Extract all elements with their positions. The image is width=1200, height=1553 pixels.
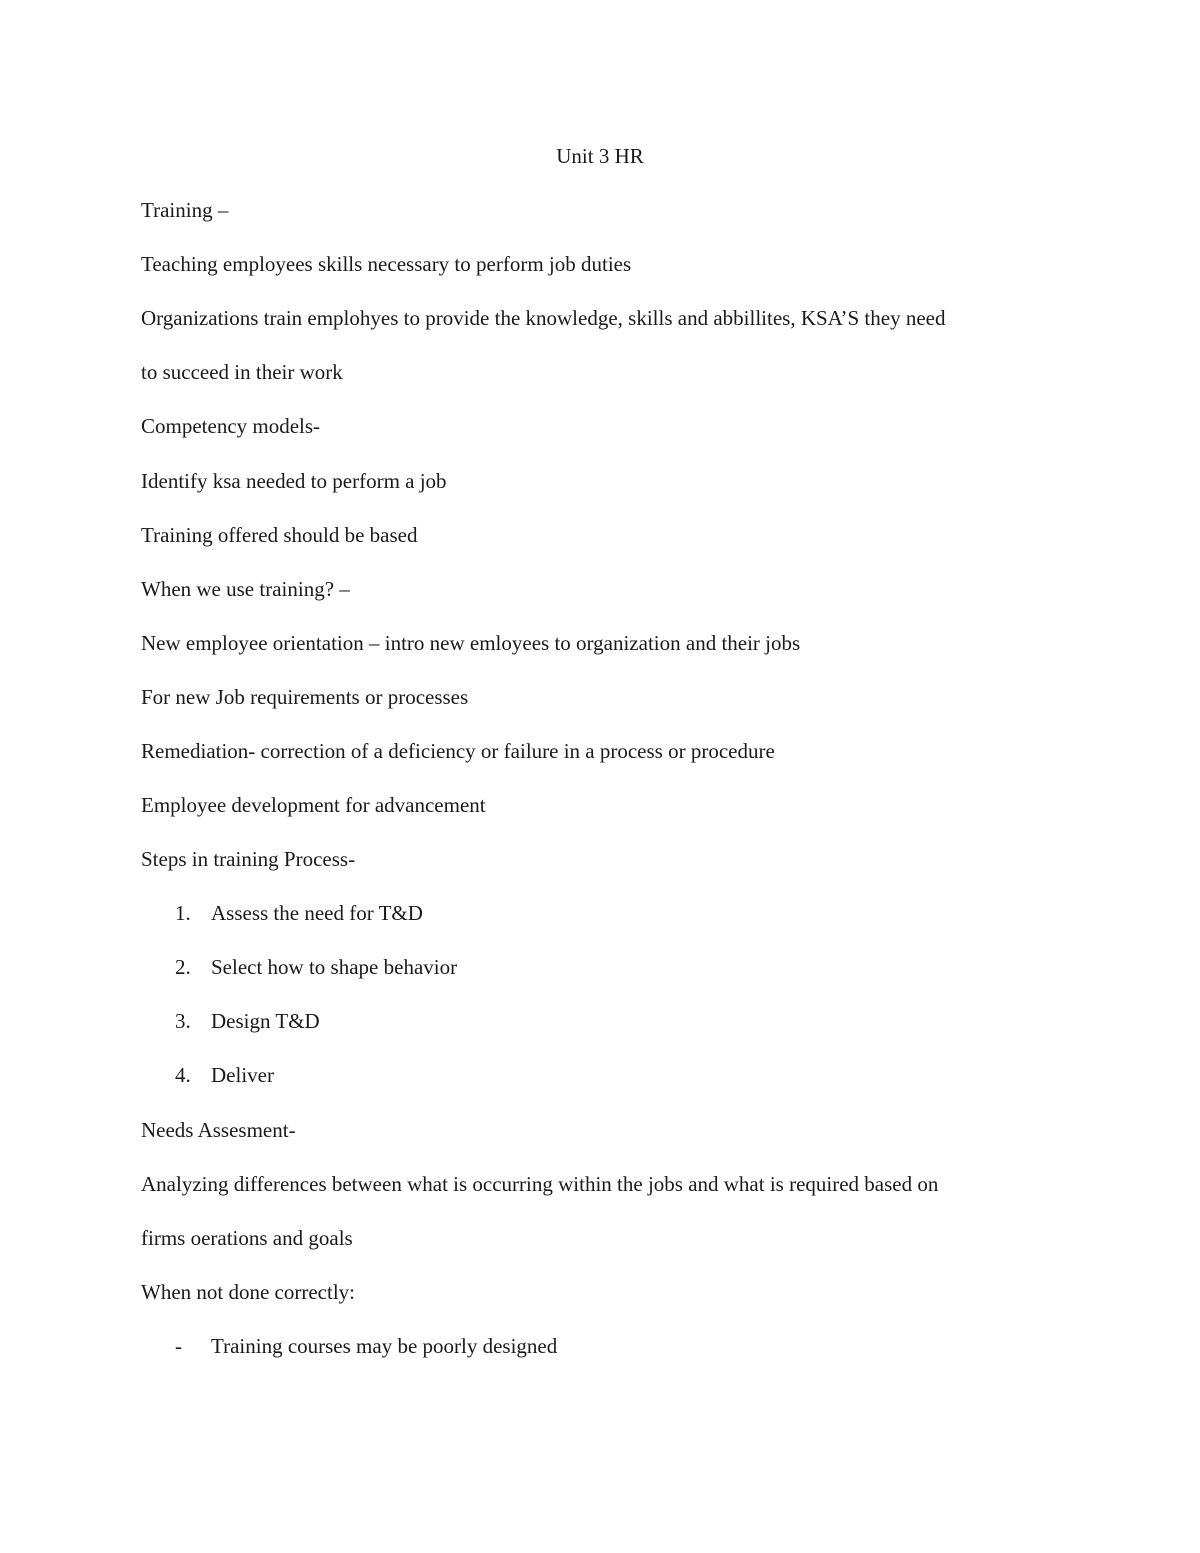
- step-text: Assess the need for T&D: [211, 901, 423, 925]
- paragraph-new-employee-orientation: New employee orientation – intro new emloyees to organization and their jobs: [141, 631, 801, 655]
- document-title: Unit 3 HR: [556, 144, 644, 168]
- step-number: 3.: [175, 1009, 191, 1033]
- bullet-text: Training courses may be poorly designed: [211, 1334, 558, 1358]
- paragraph-identify-ksa: Identify ksa needed to perform a job: [141, 469, 447, 493]
- paragraph-organizations-train-cont: to succeed in their work: [141, 360, 343, 384]
- step-number: 2.: [175, 955, 191, 979]
- paragraph-employee-development: Employee development for advancement: [141, 793, 486, 817]
- step-item: [141, 1061, 274, 1089]
- paragraph-remediation: Remediation- correction of a deficiency or failure in a process or procedure: [141, 739, 775, 763]
- step-text: Deliver: [211, 1063, 274, 1087]
- paragraph-analyzing-differences-cont: firms oerations and goals: [141, 1226, 353, 1250]
- step-item: [141, 899, 423, 927]
- paragraph-when-not-done: When not done correctly:: [141, 1280, 355, 1304]
- paragraph-training-offered: Training offered should be based: [141, 523, 418, 547]
- step-text: Select how to shape behavior: [211, 955, 458, 979]
- paragraph-new-job-requirements: For new Job requirements or processes: [141, 685, 469, 709]
- step-number: 4.: [175, 1063, 191, 1087]
- bullet-item: [141, 1332, 557, 1360]
- paragraph-organizations-train: Organizations train emplohyes to provide the knowledge, skills and abbillites, KSA’S they need: [141, 306, 946, 330]
- paragraph-when-use-training: When we use training? –: [141, 577, 350, 601]
- step-text: Design T&D: [211, 1009, 320, 1033]
- step-item: [141, 953, 457, 981]
- paragraph-analyzing-differences: Analyzing differences between what is occurring within the jobs and what is required based on: [141, 1172, 939, 1196]
- bullet-marker: -: [175, 1334, 182, 1358]
- paragraph-training-heading: Training –: [141, 198, 229, 222]
- paragraph-training-definition: Teaching employees skills necessary to perform job duties: [141, 252, 632, 276]
- step-number: 1.: [175, 901, 191, 925]
- step-item: [141, 1007, 320, 1035]
- paragraph-steps-heading: Steps in training Process-: [141, 847, 356, 871]
- paragraph-competency-models: Competency models-: [141, 414, 321, 438]
- paragraph-needs-assessment: Needs Assesment-: [141, 1118, 296, 1142]
